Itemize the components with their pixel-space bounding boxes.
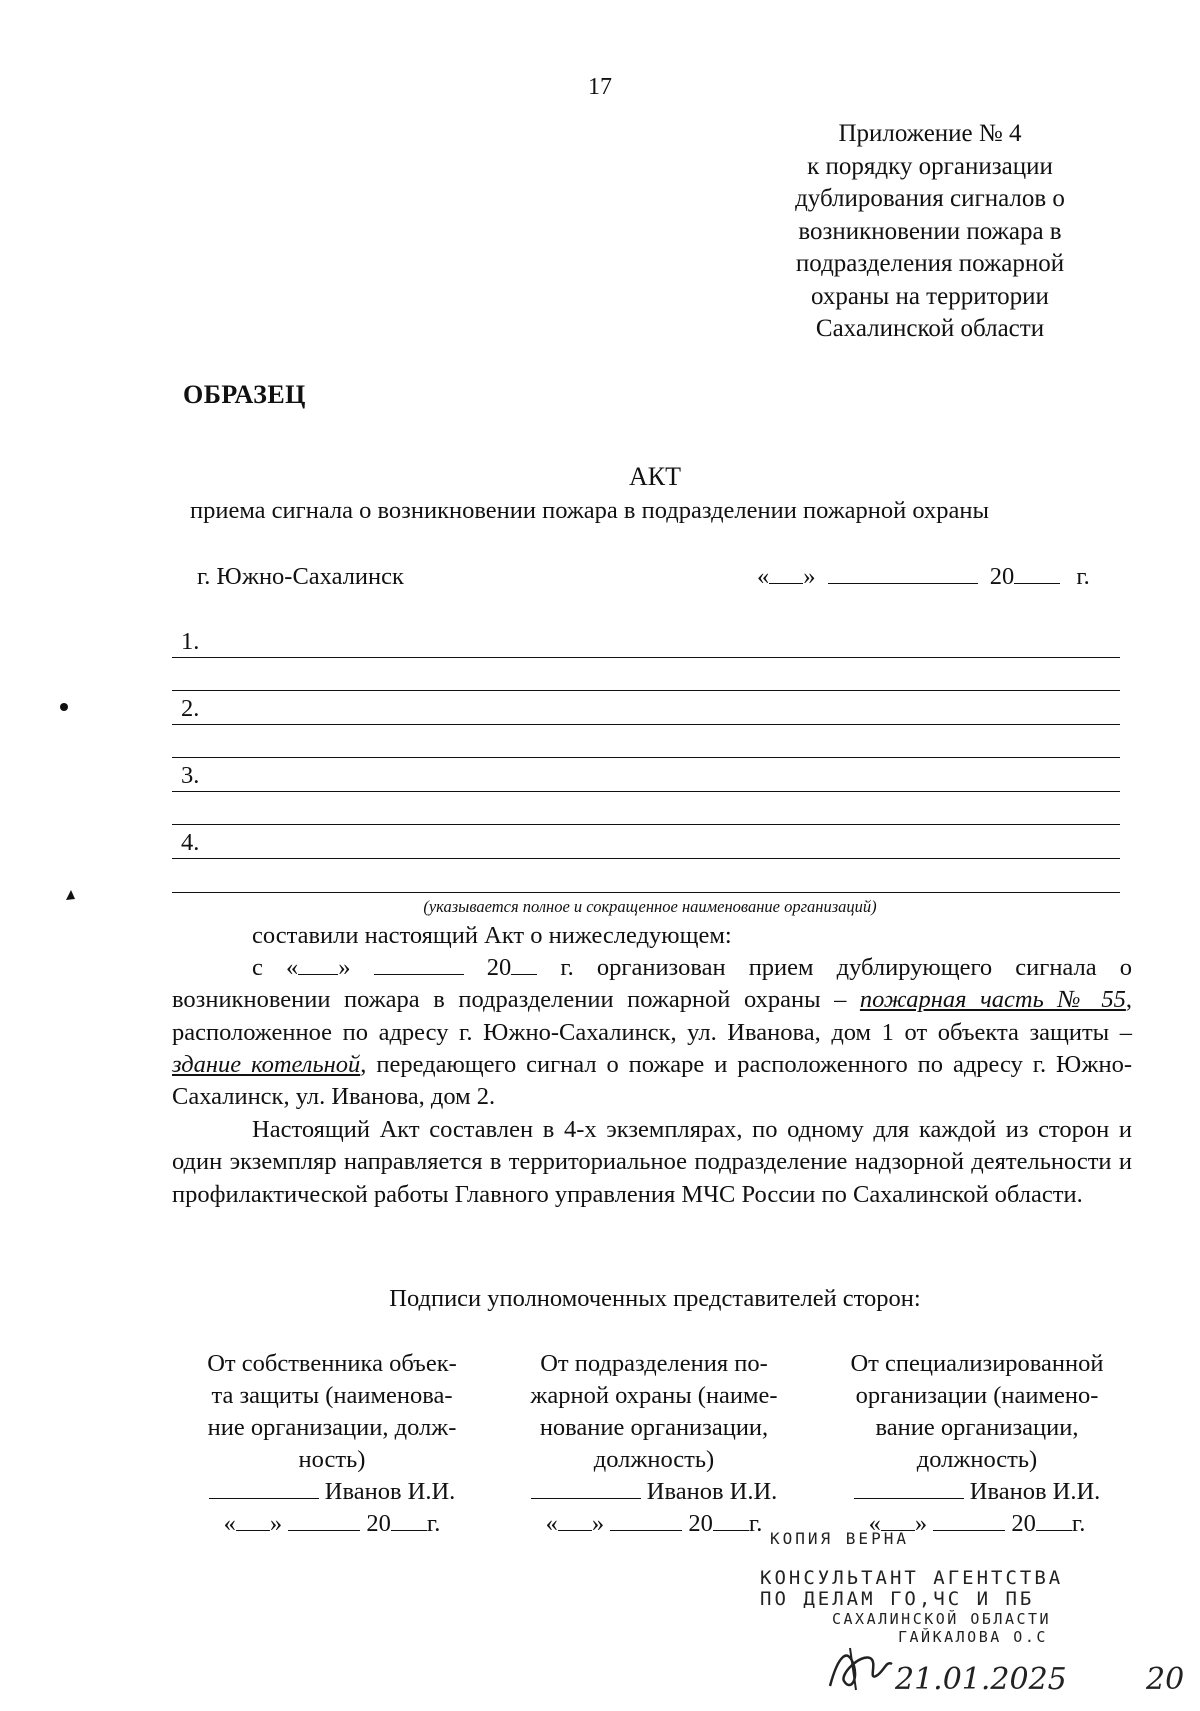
signature-line	[827, 1476, 1127, 1508]
column-heading-line: От подразделения по-	[540, 1350, 768, 1377]
fill-line[interactable]	[172, 858, 1120, 859]
stamp-line: ПО ДЕЛАМ ГО,ЧС И ПБ	[760, 1588, 1035, 1610]
act-title: АКТ	[629, 462, 681, 491]
list-number: 1.	[181, 628, 200, 655]
fill-line[interactable]	[172, 824, 1120, 825]
agency-stamp	[760, 1568, 1063, 1646]
p1-text-c: , передающего сигнал о пожаре и расположенного по адресу г. Южно-Сахалинск, ул. Иванова, дом 2.	[172, 1050, 1132, 1111]
body-paragraph-1	[172, 952, 1132, 1113]
body-intro: составили настоящий Акт о нижеследующем:	[252, 922, 732, 949]
signature-date: « » 20 г.	[223, 1510, 441, 1537]
column-heading-line: вание организации,	[875, 1414, 1079, 1441]
p1-text-b: , расположенное по адресу г. Южно-Сахалинск, ул. Иванова, дом 1 от объекта защиты –	[172, 986, 1133, 1046]
p1-year: 20	[486, 954, 512, 981]
list-number: 4.	[181, 829, 200, 856]
signature-blank[interactable]	[854, 1478, 964, 1499]
appendix-line: возникновении пожара в	[798, 217, 1062, 245]
signer-name: Иванов И.И.	[969, 1478, 1101, 1505]
appendix-line: Приложение № 4	[838, 120, 1022, 147]
p1-close-quote: »	[338, 954, 351, 981]
scan-speck-icon	[64, 888, 78, 902]
signer-name: Иванов И.И.	[324, 1478, 456, 1505]
p1-open-quote: с «	[252, 954, 299, 981]
scan-speck-icon	[58, 700, 72, 714]
stamp-line: КОНСУЛЬТАНТ АГЕНТСТВА	[760, 1567, 1064, 1589]
column-heading-line: жарной охраны (наиме-	[530, 1382, 778, 1409]
copy-certified-stamp: КОПИЯ ВЕРНА	[770, 1529, 909, 1548]
appendix-line: Сахалинской области	[815, 315, 1045, 342]
organizations-caption: (указывается полное и сокращенное наименование организаций)	[423, 897, 877, 916]
sample-label: ОБРАЗЕЦ	[183, 380, 306, 409]
stamp-line: САХАЛИНСКОЙ ОБЛАСТИ	[832, 1610, 1052, 1628]
list-number: 2.	[181, 695, 200, 722]
date-close-quote: »	[803, 563, 816, 590]
day-blank[interactable]	[769, 563, 803, 584]
signature-column-owner	[182, 1348, 482, 1540]
signature-line	[504, 1476, 804, 1508]
date-open-quote: «	[757, 563, 770, 590]
act-date-line	[757, 563, 1090, 591]
date-year-prefix: 20	[989, 563, 1015, 590]
fill-line[interactable]	[172, 757, 1120, 758]
month-blank[interactable]	[828, 563, 978, 584]
signature-line	[182, 1476, 482, 1508]
p1-text-a: г. организован прием дублирующего сигнала о возникновении пожара в подразделении пожарной охраны –	[172, 954, 1132, 1014]
column-heading-line: ность)	[298, 1446, 366, 1473]
list-number: 3.	[181, 762, 200, 789]
appendix-line: подразделения пожарной	[795, 250, 1065, 277]
appendix-line: охраны на территории	[811, 282, 1049, 310]
signatures-title: Подписи уполномоченных представителей сторон:	[389, 1285, 921, 1312]
column-heading-line: организации (наимено-	[855, 1382, 1099, 1409]
fill-line[interactable]	[172, 657, 1120, 658]
city: г. Южно-Сахалинск	[197, 563, 404, 590]
p1-day-blank[interactable]	[298, 954, 338, 975]
stamp-line: ГАЙКАЛОВА О.С	[898, 1628, 1048, 1646]
appendix-line: к порядку организации	[807, 152, 1053, 180]
column-heading-line: нование организации,	[539, 1414, 769, 1441]
handwritten-date: 21.01.2025	[895, 1662, 1067, 1697]
fire-unit-name: пожарная часть № 55	[859, 986, 1126, 1014]
body-paragraph-2: Настоящий Акт составлен в 4-х экземплярах, по одному для каждой из сторон и один экземпляр направляется в территориальное подразделение надзорной деятельности и профилактической работы Главного управления МЧС России по Сахалинской области.	[172, 1116, 1132, 1208]
signature-date: « » 20 г.	[545, 1510, 763, 1537]
signature-blank[interactable]	[531, 1478, 641, 1499]
p1-year-blank[interactable]	[511, 954, 537, 975]
column-heading-line: От собственника объек-	[207, 1350, 457, 1377]
signature-date: « » 20 г.	[868, 1510, 1086, 1537]
column-heading-line: та защиты (наименова-	[211, 1382, 453, 1409]
signer-name: Иванов И.И.	[646, 1478, 778, 1505]
signature-column-fire-unit	[504, 1348, 804, 1540]
appendix-line: дублирования сигналов о	[795, 185, 1065, 212]
act-subtitle: приема сигнала о возникновении пожара в подразделении пожарной охраны	[190, 497, 989, 524]
date-suffix: г.	[1076, 563, 1090, 590]
fill-line[interactable]	[172, 791, 1120, 792]
fill-line[interactable]	[172, 690, 1120, 691]
appendix-block	[740, 118, 1120, 346]
handwritten-page-number: 20	[1146, 1662, 1185, 1697]
page-number: 17	[588, 74, 612, 100]
signature-blank[interactable]	[209, 1478, 319, 1499]
handwritten-signature-icon	[820, 1636, 900, 1696]
column-heading-line: должность)	[916, 1446, 1038, 1473]
fill-line[interactable]	[172, 892, 1120, 893]
protected-object-name: здание котельной	[172, 1050, 361, 1078]
fill-line[interactable]	[172, 724, 1120, 725]
p1-month-blank[interactable]	[374, 954, 464, 975]
column-heading-line: От специализированной	[850, 1350, 1104, 1377]
year-blank[interactable]	[1014, 563, 1060, 584]
column-heading-line: ние организации, долж-	[207, 1414, 457, 1441]
column-heading-line: должность)	[593, 1446, 715, 1473]
signature-column-specialized-org	[827, 1348, 1127, 1540]
